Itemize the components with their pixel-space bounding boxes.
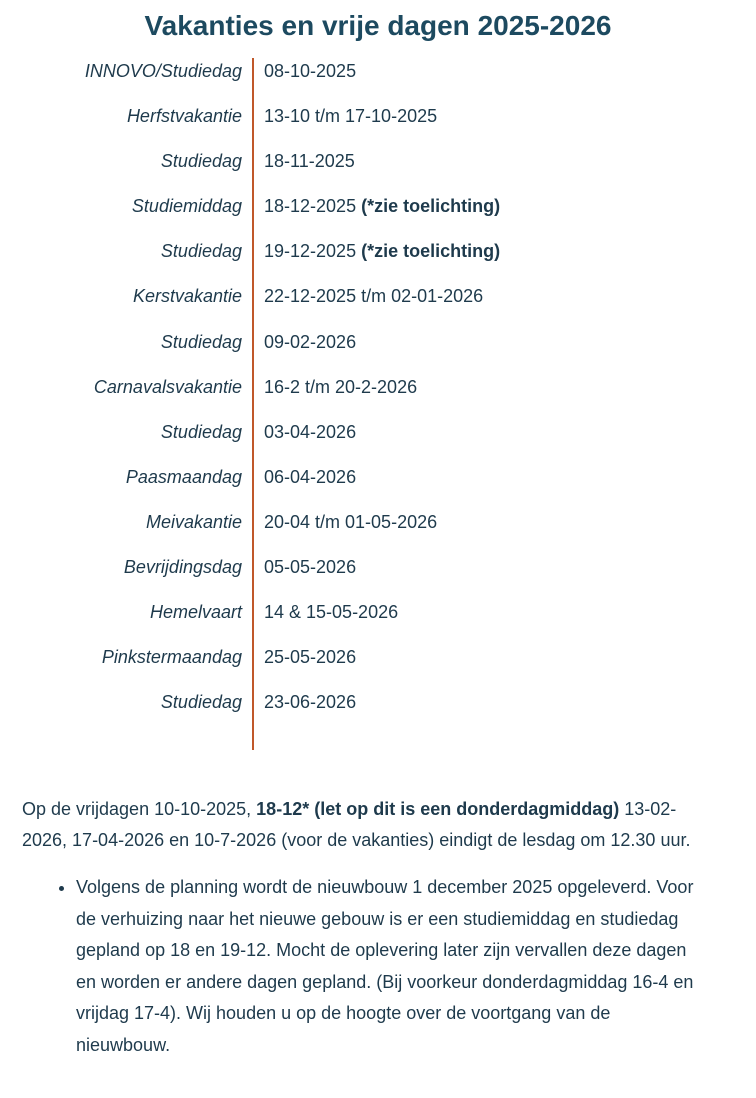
row-note: (*zie toelichting) <box>361 241 501 262</box>
schedule-row <box>0 464 756 509</box>
schedule-row <box>0 374 756 419</box>
footnote-intro: Op de vrijdagen 10-10-2025, <box>22 799 257 820</box>
row-date <box>264 148 355 172</box>
row-label: Studiedag <box>160 692 242 713</box>
row-date <box>264 419 356 443</box>
row-date-text: 18-12-2025 <box>264 196 357 217</box>
row-label: Carnavalsvakantie <box>93 376 242 397</box>
schedule-row <box>0 644 756 689</box>
row-date-text: 09-02-2026 <box>264 331 357 352</box>
row-label: Studiedag <box>160 421 242 442</box>
row-date-text: 14 & 15-05-2026 <box>264 602 399 623</box>
row-date <box>264 689 356 713</box>
row-date-text: 16-2 t/m 20-2-2026 <box>264 376 418 397</box>
row-date-text: 20-04 t/m 01-05-2026 <box>264 511 438 532</box>
row-date-text: 18-11-2025 <box>264 151 355 172</box>
row-date <box>264 464 356 488</box>
row-date-text: 22-12-2025 t/m 02-01-2026 <box>264 286 484 307</box>
row-date <box>264 103 437 127</box>
row-label: Kerstvakantie <box>132 286 242 307</box>
schedule-row <box>0 283 756 328</box>
row-label: Studiedag <box>160 331 242 352</box>
row-label: Studiedag <box>160 241 242 262</box>
row-date-text: 08-10-2025 <box>264 61 357 81</box>
row-date-text: 06-04-2026 <box>264 466 357 487</box>
bullet-item: • Volgens de planning wordt de nieuwbouw 1 december 2025 opgeleverd. Voor de verhuizing naar het nieuwe gebouw is er een studiemiddag en studiedag gepland op 18 en 19-12. Mocht de oplevering later zijn vervallen deze dagen en worden er andere dagen gepland. (Bij voorkeur donderdagmiddag 16-4 en vrijdag 17-4). Wij houden u op de hoogte over de voortgang van de nieuwbouw. <box>76 872 706 1061</box>
row-note: (*zie toelichting) <box>361 196 501 217</box>
bullet-list <box>0 872 706 1061</box>
row-date <box>264 374 417 398</box>
schedule-row <box>0 419 756 464</box>
row-date <box>264 193 500 217</box>
row-label: Meivakantie <box>145 511 242 532</box>
row-date-text: 23-06-2026 <box>264 692 357 713</box>
row-label: Studiemiddag <box>131 196 242 217</box>
schedule-table <box>0 58 756 750</box>
schedule-row <box>0 599 756 644</box>
schedule-row <box>0 689 756 734</box>
row-date-text: 19-12-2025 <box>264 241 357 262</box>
schedule-row <box>0 238 756 283</box>
row-label: Pinkstermaandag <box>101 647 242 668</box>
schedule-row <box>0 58 756 103</box>
footnote-paragraph <box>22 794 720 856</box>
row-date <box>264 283 483 307</box>
schedule-row <box>0 329 756 374</box>
page-title: Vakanties en vrije dagen 2025-2026 <box>144 10 612 41</box>
row-date <box>264 644 356 668</box>
footnote-rest: 13-02-2026, 17-04-2026 en 10-7-2026 (voor de vakanties) eindigt de lesdag om 12.30 uur. <box>22 799 691 851</box>
row-label: Hemelvaart <box>149 602 242 623</box>
schedule-row <box>0 509 756 554</box>
row-label: INNOVO/Studiedag <box>84 61 242 81</box>
row-date <box>264 58 356 82</box>
schedule-row <box>0 103 756 148</box>
schedule-row <box>0 148 756 193</box>
row-label: Herfstvakantie <box>126 106 242 127</box>
row-date <box>264 554 356 578</box>
row-date-text: 05-05-2026 <box>264 557 357 578</box>
footnote-bold: 18-12* (let op dit is een donderdagmiddag) <box>256 799 620 820</box>
row-date <box>264 509 437 533</box>
row-date-text: 13-10 t/m 17-10-2025 <box>264 106 438 127</box>
row-date-text: 25-05-2026 <box>264 647 357 668</box>
row-label: Bevrijdingsdag <box>123 557 242 578</box>
row-date <box>264 599 398 623</box>
row-date-text: 03-04-2026 <box>264 421 357 442</box>
row-date <box>264 238 500 262</box>
row-date <box>264 329 356 353</box>
schedule-row <box>0 193 756 238</box>
row-label: Studiedag <box>160 151 242 172</box>
row-label: Paasmaandag <box>125 466 242 487</box>
schedule-row <box>0 554 756 599</box>
